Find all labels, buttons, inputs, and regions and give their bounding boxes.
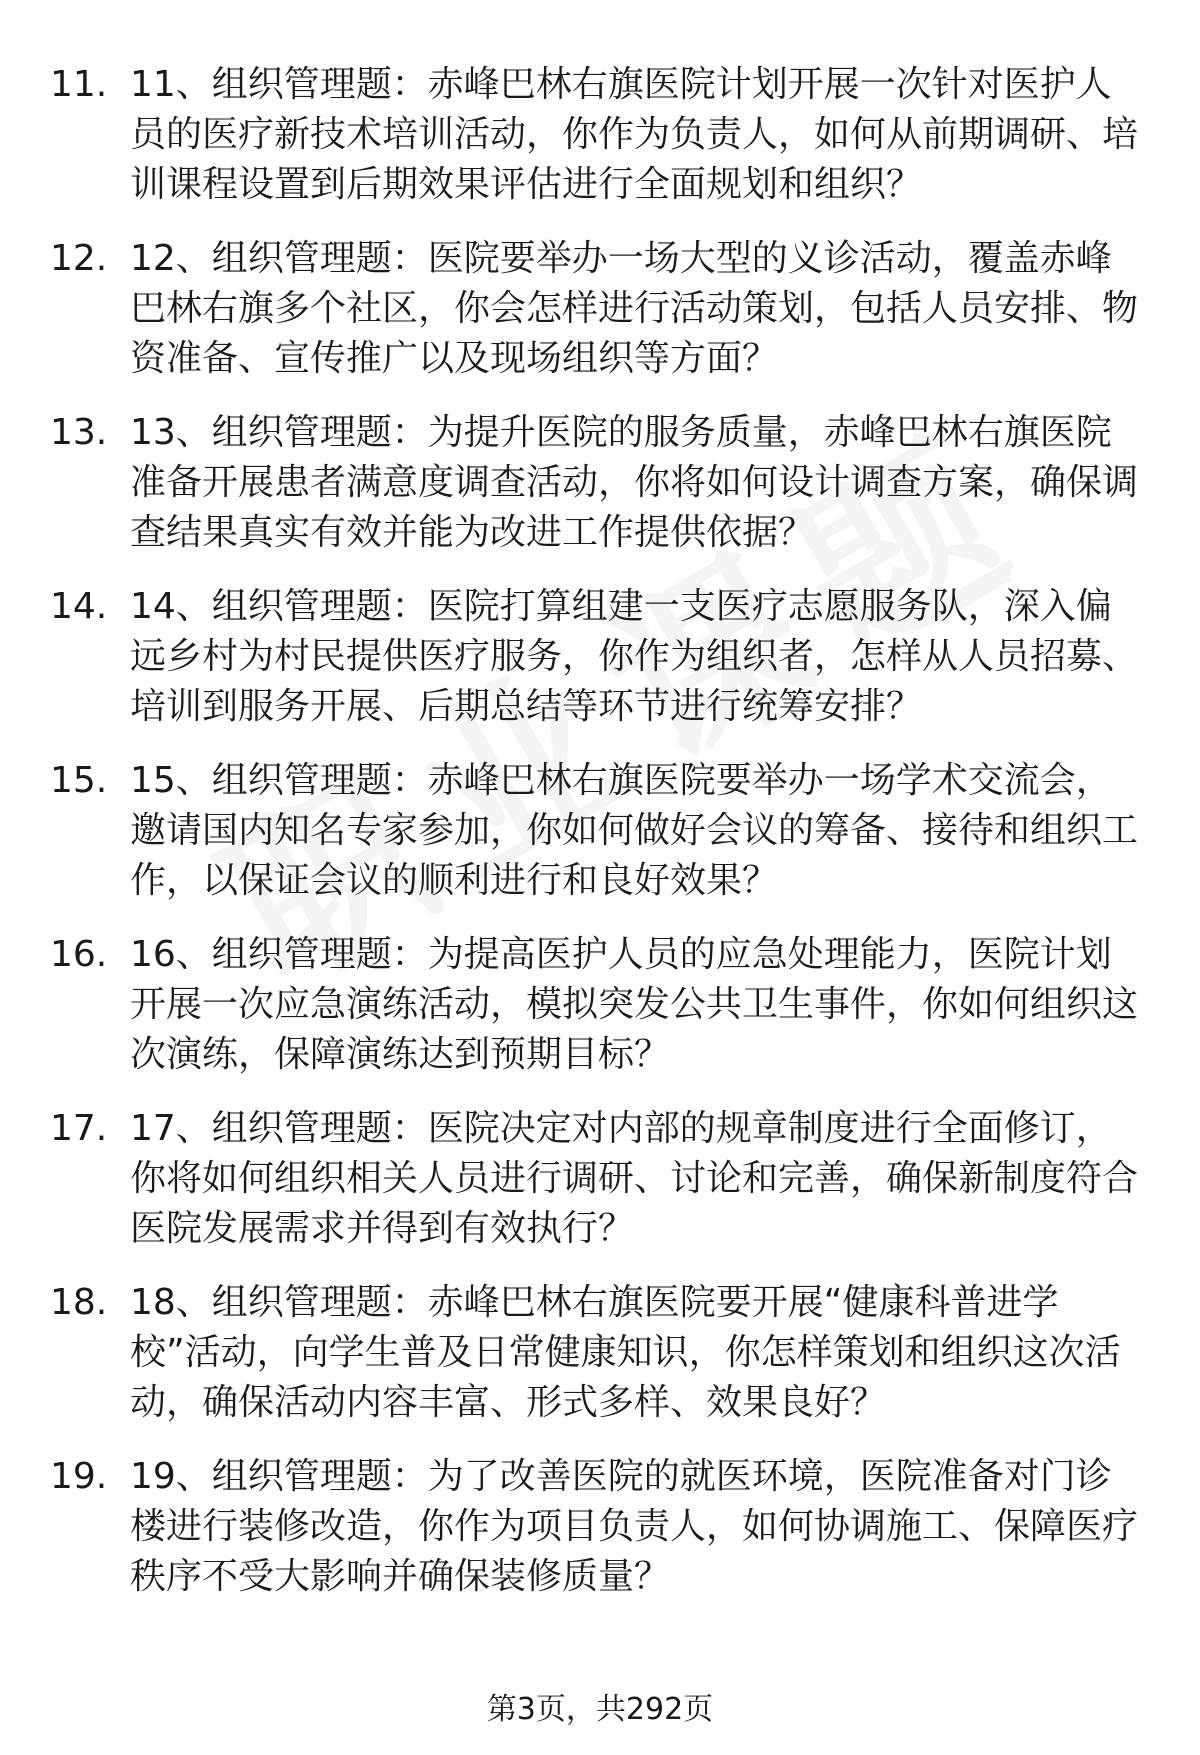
question-item-13 (0, 408, 1200, 582)
question-number: 11. (50, 64, 108, 105)
question-number: 18. (50, 1282, 108, 1323)
question-text: 15、组织管理题：赤峰巴林右旗医院要举办一场学术交流会，邀请国内知名专家参加，你如何做好会议的筹备、接待和组织工作，以保证会议的顺利进行和良好效果？ (130, 760, 1139, 901)
question-text: 19、组织管理题：为了改善医院的就医环境，医院准备对门诊楼进行装修改造，你作为项目负责人，如何协调施工、保障医疗秩序不受大影响并确保装修质量？ (130, 1456, 1139, 1597)
question-text: 18、组织管理题：赤峰巴林右旗医院要开展“健康科普进学校”活动，向学生普及日常健康知识，你怎样策划和组织这次活动，确保活动内容丰富、形式多样、效果良好？ (130, 1282, 1121, 1423)
question-text: 17、组织管理题：医院决定对内部的规章制度进行全面修订，你将如何组织相关人员进行调研、讨论和完善，确保新制度符合医院发展需求并得到有效执行？ (130, 1108, 1139, 1249)
question-item-15 (0, 756, 1200, 930)
question-number: 19. (50, 1456, 108, 1497)
question-item-18 (0, 1278, 1200, 1452)
page-footer: 第3页，共292页 (486, 1692, 714, 1727)
question-number: 13. (50, 412, 108, 453)
question-number: 17. (50, 1108, 108, 1149)
question-number: 12. (50, 238, 108, 279)
question-item-14 (0, 582, 1200, 756)
question-list (0, 60, 1200, 1626)
question-text: 14、组织管理题：医院打算组建一支医疗志愿服务队，深入偏远乡村为村民提供医疗服务，你作为组织者，怎样从人员招募、培训到服务开展、后期总结等环节进行统筹安排？ (130, 586, 1139, 727)
question-item-12 (0, 234, 1200, 408)
question-item-11 (0, 60, 1200, 234)
question-number: 16. (50, 934, 108, 975)
question-text: 13、组织管理题：为提升医院的服务质量，赤峰巴林右旗医院准备开展患者满意度调查活动，你将如何设计调查方案，确保调查结果真实有效并能为改进工作提供依据？ (130, 412, 1139, 553)
question-text: 16、组织管理题：为提高医护人员的应急处理能力，医院计划开展一次应急演练活动，模拟突发公共卫生事件，你如何组织这次演练，保障演练达到预期目标？ (130, 934, 1139, 1075)
question-text: 12、组织管理题：医院要举办一场大型的义诊活动，覆盖赤峰巴林右旗多个社区，你会怎样进行活动策划，包括人员安排、物资准备、宣传推广以及现场组织等方面？ (130, 238, 1139, 379)
question-number: 15. (50, 760, 108, 801)
question-item-17 (0, 1104, 1200, 1278)
question-text: 11、组织管理题：赤峰巴林右旗医院计划开展一次针对医护人员的医疗新技术培训活动，你作为负责人，如何从前期调研、培训课程设置到后期效果评估进行全面规划和组织？ (130, 64, 1139, 205)
question-number: 14. (50, 586, 108, 627)
question-item-16 (0, 930, 1200, 1104)
question-item-19 (0, 1452, 1200, 1626)
